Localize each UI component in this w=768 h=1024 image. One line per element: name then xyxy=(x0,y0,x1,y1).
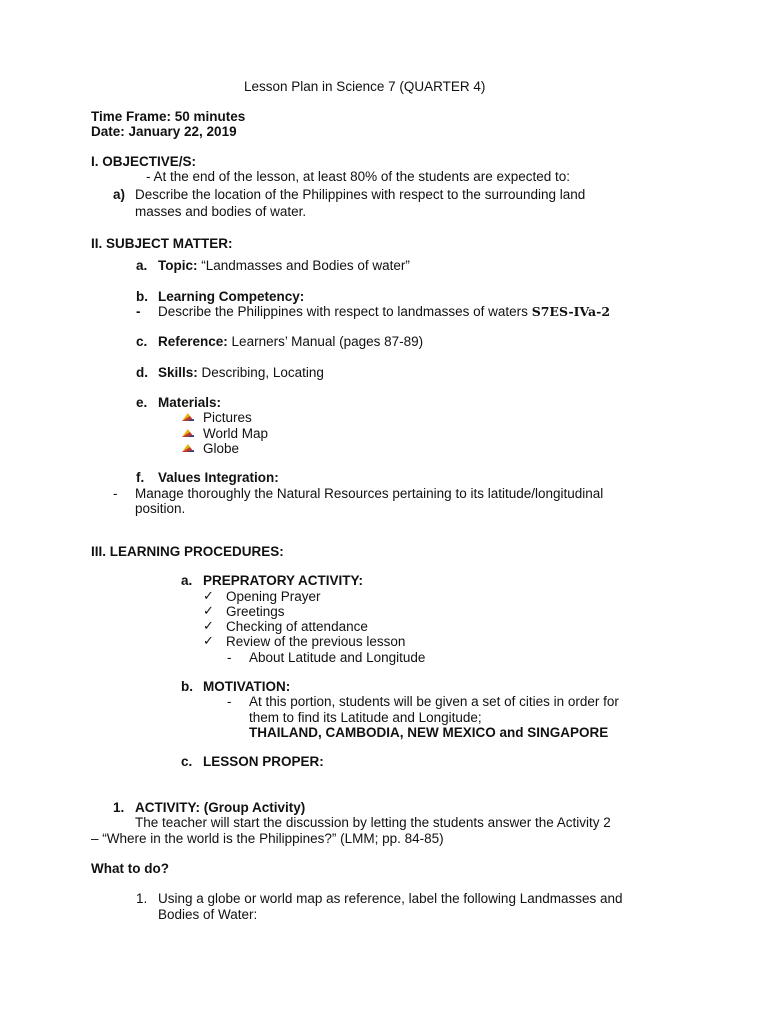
prep-sub-dash: - xyxy=(227,650,232,665)
arrow-bullet-icon xyxy=(181,412,195,422)
competency-dash: - xyxy=(136,304,141,319)
reference-value: Learners’ Manual (pages 87-89) xyxy=(231,334,424,349)
prep-item: Review of the previous lesson xyxy=(226,634,406,649)
motivation-label: MOTIVATION: xyxy=(203,679,291,694)
motivation-marker: b. xyxy=(181,679,193,694)
activity-line-1: The teacher will start the discussion by letting the students answer the Activity 2 xyxy=(135,815,611,830)
topic-value: “Landmasses and Bodies of water” xyxy=(201,258,410,273)
topic-label: Topic: xyxy=(158,258,198,273)
values-line-1: Manage thoroughly the Natural Resources pertaining to its latitude/longitudinal xyxy=(135,486,604,501)
competency-marker: b. xyxy=(136,289,148,304)
what-to-do-marker: 1. xyxy=(136,891,148,906)
skills-marker: d. xyxy=(136,365,148,380)
values-line-2: position. xyxy=(135,501,186,516)
motivation-line-2: them to find its Latitude and Longitude; xyxy=(249,710,482,725)
reference-label: Reference: xyxy=(158,334,228,349)
lesson-date: Date: January 22, 2019 xyxy=(91,124,237,139)
objective-line-2: masses and bodies of water. xyxy=(135,204,307,219)
materials-label: Materials: xyxy=(158,395,222,410)
objective-marker: a) xyxy=(113,187,126,202)
prep-marker: a. xyxy=(181,573,193,588)
page-title: Lesson Plan in Science 7 (QUARTER 4) xyxy=(244,79,486,94)
values-dash: - xyxy=(113,486,118,501)
motivation-line-1: At this portion, students will be given a set of cities in order for xyxy=(249,694,619,709)
what-to-do-line-2: Bodies of Water: xyxy=(158,907,258,922)
competency-label: Learning Competency: xyxy=(158,289,305,304)
checkmark-icon: ✓ xyxy=(203,633,214,648)
motivation-cities: THAILAND, CAMBODIA, NEW MEXICO and SINGAPORE xyxy=(249,725,609,740)
arrow-bullet-icon xyxy=(181,428,195,438)
checkmark-icon: ✓ xyxy=(203,618,214,633)
lesson-proper-label: LESSON PROPER: xyxy=(203,754,324,769)
skills-value: Describing, Locating xyxy=(201,365,324,380)
subject-matter-heading: II. SUBJECT MATTER: xyxy=(91,236,233,251)
values-label: Values Integration: xyxy=(158,470,279,485)
arrow-bullet-icon xyxy=(181,443,195,453)
motivation-dash: - xyxy=(227,694,232,709)
procedures-heading: III. LEARNING PROCEDURES: xyxy=(91,544,284,559)
skills-label: Skills: xyxy=(158,365,198,380)
lesson-proper-marker: c. xyxy=(181,754,193,769)
prep-item: Opening Prayer xyxy=(226,589,321,604)
material-item: World Map xyxy=(203,426,269,441)
reference-marker: c. xyxy=(136,334,148,349)
activity-marker: 1. xyxy=(113,800,125,815)
what-to-do-line-1: Using a globe or world map as reference, label the following Landmasses and xyxy=(158,891,623,906)
prep-item: Checking of attendance xyxy=(226,619,368,634)
prep-label: PREPRATORY ACTIVITY: xyxy=(203,573,364,588)
checkmark-icon: ✓ xyxy=(203,603,214,618)
values-marker: f. xyxy=(136,470,145,485)
competency-text: Describe the Philippines with respect to landmasses of waters xyxy=(158,304,528,319)
material-item: Pictures xyxy=(203,410,252,425)
activity-line-2: – “Where in the world is the Philippines?” (LMM; pp. 84-85) xyxy=(91,831,444,846)
time-frame: Time Frame: 50 minutes xyxy=(91,109,246,124)
topic-marker: a. xyxy=(136,258,148,273)
objective-line-1: Describe the location of the Philippines with respect to the surrounding land xyxy=(135,187,586,202)
activity-heading: ACTIVITY: (Group Activity) xyxy=(135,800,306,815)
materials-marker: e. xyxy=(136,395,148,410)
objectives-heading: I. OBJECTIVE/S: xyxy=(91,154,197,169)
prep-sub-item: About Latitude and Longitude xyxy=(249,650,426,665)
material-item: Globe xyxy=(203,441,240,456)
objectives-intro: - At the end of the lesson, at least 80% of the students are expected to: xyxy=(146,169,571,184)
competency-code: S7ES-IVa-2 xyxy=(531,304,611,319)
checkmark-icon: ✓ xyxy=(203,588,214,603)
what-to-do-heading: What to do? xyxy=(91,861,169,876)
prep-item: Greetings xyxy=(226,604,285,619)
